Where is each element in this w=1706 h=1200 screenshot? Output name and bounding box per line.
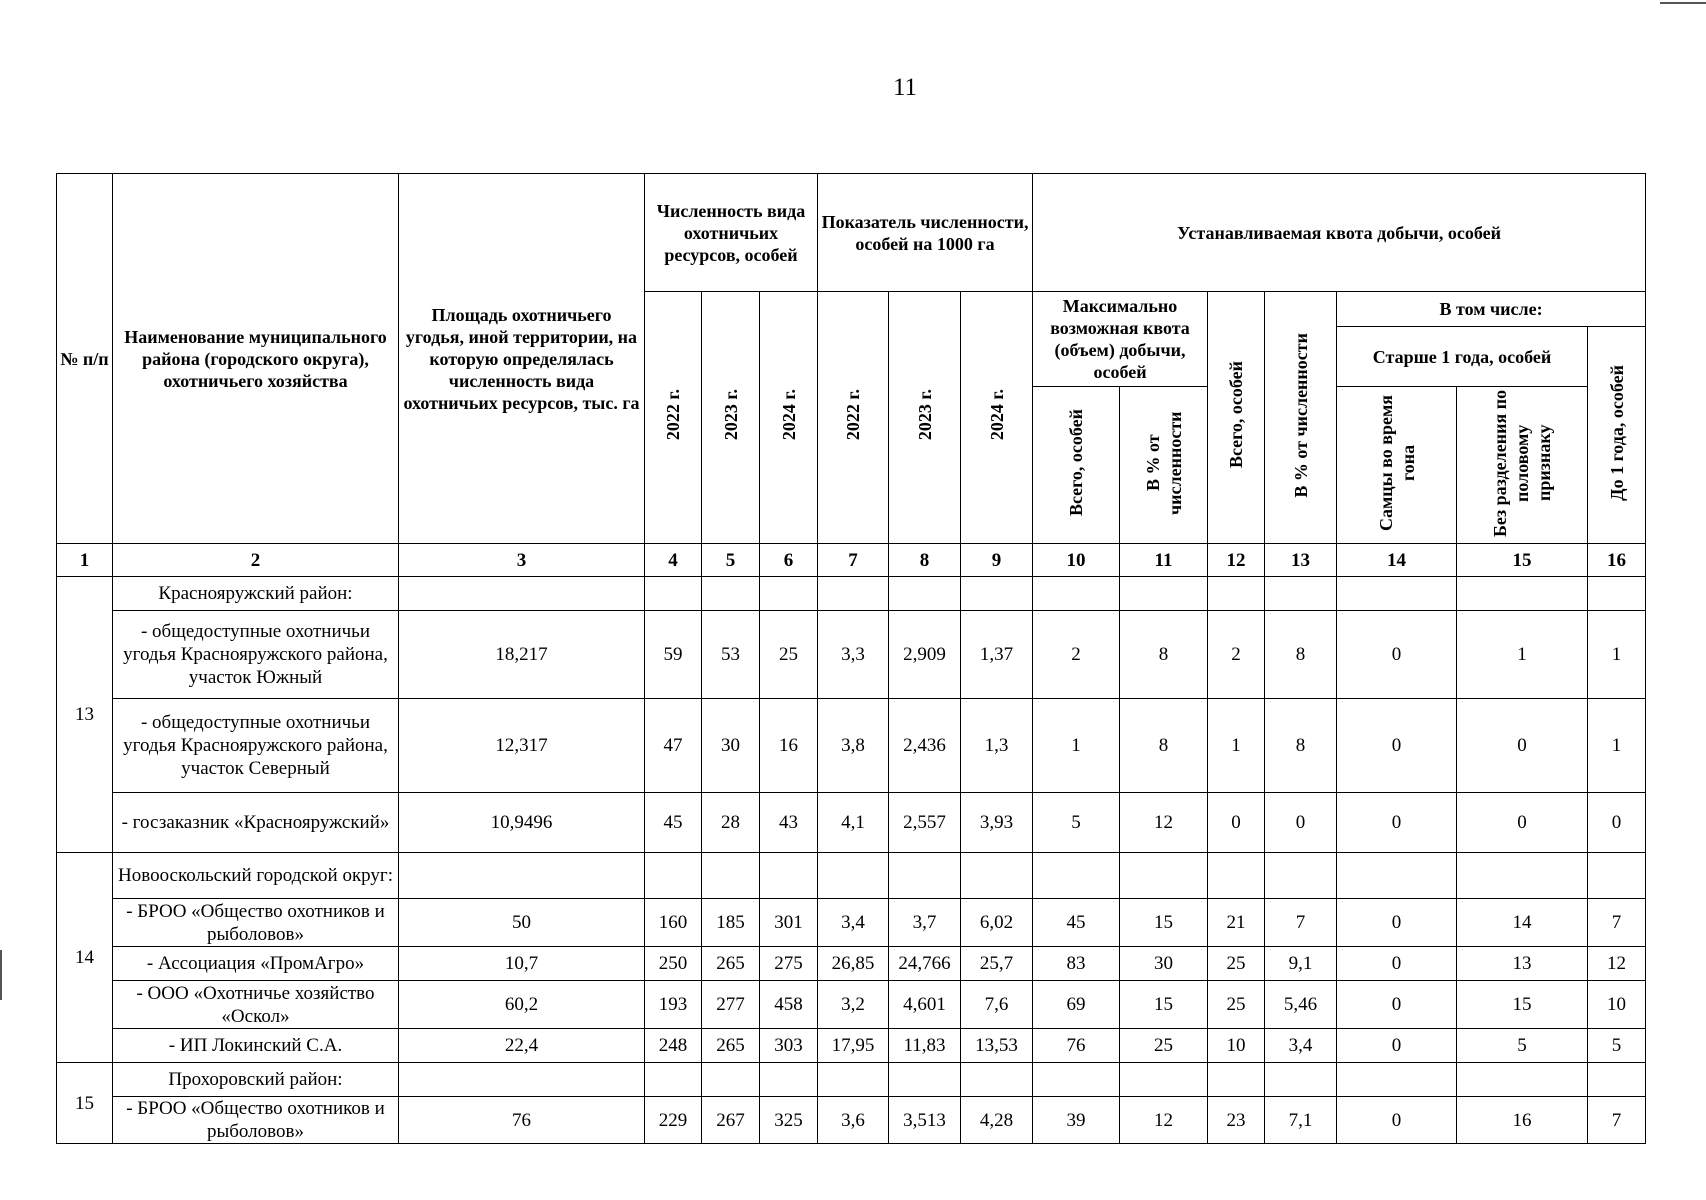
table-cell: 0 <box>1265 793 1337 853</box>
table-cell: 0 <box>1337 981 1457 1029</box>
table-cell: 15 <box>1457 981 1588 1029</box>
table-cell: 3,3 <box>818 611 889 699</box>
row-name: - Ассоциация «ПромАгро» <box>113 947 399 981</box>
row-name: - общедоступные охотничьи угодья Краснояружского района, участок Южный <box>113 611 399 699</box>
table-cell: 301 <box>760 899 818 947</box>
table-cell: 1 <box>1208 699 1265 793</box>
table-cell: 160 <box>645 899 702 947</box>
table-cell: 13 <box>1457 947 1588 981</box>
empty-cell <box>889 577 961 611</box>
empty-cell <box>1265 577 1337 611</box>
column-numbers-row <box>57 544 1646 577</box>
empty-cell <box>1208 853 1265 899</box>
empty-cell <box>760 577 818 611</box>
table-cell: 265 <box>702 1029 760 1063</box>
table-cell: 3,8 <box>818 699 889 793</box>
table-cell: 7,1 <box>1265 1097 1337 1144</box>
table-cell: 30 <box>702 699 760 793</box>
table-cell: 50 <box>399 899 645 947</box>
table-cell: 3,513 <box>889 1097 961 1144</box>
table-body <box>57 544 1646 1144</box>
table-cell: 325 <box>760 1097 818 1144</box>
table-cell: 0 <box>1337 793 1457 853</box>
table-cell: 3,6 <box>818 1097 889 1144</box>
header-quota-group: Устанавливаемая квота добычи, особей <box>1033 174 1646 292</box>
empty-cell <box>1337 853 1457 899</box>
top-edge-mark <box>1660 2 1706 4</box>
table-cell: 2 <box>1033 611 1120 699</box>
empty-cell <box>702 1063 760 1097</box>
section-title-row <box>57 853 1646 899</box>
empty-cell <box>889 1063 961 1097</box>
column-number: 4 <box>645 544 702 577</box>
table-cell: 458 <box>760 981 818 1029</box>
table-cell: 25 <box>1120 1029 1208 1063</box>
empty-cell <box>1337 577 1457 611</box>
empty-cell <box>1265 853 1337 899</box>
table-cell: 250 <box>645 947 702 981</box>
table-cell: 53 <box>702 611 760 699</box>
table-cell: 10,7 <box>399 947 645 981</box>
empty-cell <box>702 853 760 899</box>
table-cell: 69 <box>1033 981 1120 1029</box>
table-cell: 7 <box>1588 899 1646 947</box>
row-name: - госзаказник «Краснояружский» <box>113 793 399 853</box>
table-cell: 47 <box>645 699 702 793</box>
row-name: - ООО «Охотничье хозяйство «Оскол» <box>113 981 399 1029</box>
empty-cell <box>399 853 645 899</box>
table-cell: 59 <box>645 611 702 699</box>
table-cell: 16 <box>760 699 818 793</box>
empty-cell <box>760 853 818 899</box>
empty-cell <box>645 853 702 899</box>
table-cell: 8 <box>1120 699 1208 793</box>
header-max-quota: Максимально возможная квота (объем) добычи, особей <box>1033 292 1208 387</box>
table-cell: 193 <box>645 981 702 1029</box>
table-cell: 26,85 <box>818 947 889 981</box>
table-cell: 2 <box>1208 611 1265 699</box>
table-cell: 4,1 <box>818 793 889 853</box>
table-cell: 24,766 <box>889 947 961 981</box>
table-cell: 2,436 <box>889 699 961 793</box>
header-males: Самцы во время гона <box>1337 387 1457 544</box>
table-cell: 14 <box>1457 899 1588 947</box>
column-number: 12 <box>1208 544 1265 577</box>
empty-cell <box>818 577 889 611</box>
table-row <box>57 981 1646 1029</box>
section-title: Краснояружский район: <box>113 577 399 611</box>
column-number: 11 <box>1120 544 1208 577</box>
empty-cell <box>1120 853 1208 899</box>
header-older: Старше 1 года, особей <box>1337 327 1588 387</box>
table-cell: 28 <box>702 793 760 853</box>
table-cell: 76 <box>399 1097 645 1144</box>
table-cell: 1 <box>1457 611 1588 699</box>
table-cell: 5 <box>1033 793 1120 853</box>
table-cell: 76 <box>1033 1029 1120 1063</box>
table-cell: 43 <box>760 793 818 853</box>
table-cell: 23 <box>1208 1097 1265 1144</box>
column-number: 3 <box>399 544 645 577</box>
empty-cell <box>645 1063 702 1097</box>
empty-cell <box>1120 1063 1208 1097</box>
header-density-group: Показатель численности, особей на 1000 га <box>818 174 1033 292</box>
table-cell: 0 <box>1337 899 1457 947</box>
table-cell: 12,317 <box>399 699 645 793</box>
empty-cell <box>1033 1063 1120 1097</box>
table-cell: 275 <box>760 947 818 981</box>
header-year-2022-count: 2022 г. <box>645 292 702 544</box>
empty-cell <box>1457 1063 1588 1097</box>
table-row <box>57 793 1646 853</box>
header-under-one: До 1 года, особей <box>1588 327 1646 544</box>
table-cell: 11,83 <box>889 1029 961 1063</box>
empty-cell <box>1208 577 1265 611</box>
empty-cell <box>1120 577 1208 611</box>
table-cell: 9,1 <box>1265 947 1337 981</box>
table-cell: 4,28 <box>961 1097 1033 1144</box>
row-name: - общедоступные охотничьи угодья Краснояружского района, участок Северный <box>113 699 399 793</box>
table-cell: 0 <box>1337 1097 1457 1144</box>
empty-cell <box>645 577 702 611</box>
table-cell: 0 <box>1337 611 1457 699</box>
section-title-row <box>57 1063 1646 1097</box>
header-max-pct: В % от численности <box>1120 387 1208 544</box>
empty-cell <box>889 853 961 899</box>
empty-cell <box>1588 853 1646 899</box>
column-number: 10 <box>1033 544 1120 577</box>
empty-cell <box>1033 577 1120 611</box>
table-cell: 267 <box>702 1097 760 1144</box>
table-cell: 6,02 <box>961 899 1033 947</box>
empty-cell <box>1588 577 1646 611</box>
table-cell: 10 <box>1588 981 1646 1029</box>
header-no-sex: Без разделения по половому признаку <box>1457 387 1588 544</box>
table-cell: 8 <box>1120 611 1208 699</box>
table-cell: 18,217 <box>399 611 645 699</box>
column-number: 16 <box>1588 544 1646 577</box>
table-cell: 2,557 <box>889 793 961 853</box>
table-cell: 16 <box>1457 1097 1588 1144</box>
table-cell: 5 <box>1457 1029 1588 1063</box>
table-cell: 45 <box>645 793 702 853</box>
column-number: 9 <box>961 544 1033 577</box>
empty-cell <box>399 1063 645 1097</box>
table-row <box>57 699 1646 793</box>
table-cell: 45 <box>1033 899 1120 947</box>
empty-cell <box>961 577 1033 611</box>
table-cell: 277 <box>702 981 760 1029</box>
empty-cell <box>818 853 889 899</box>
empty-cell <box>1588 1063 1646 1097</box>
row-name: - БРОО «Общество охотников и рыболовов» <box>113 1097 399 1144</box>
table-cell: 5,46 <box>1265 981 1337 1029</box>
section-title-row <box>57 577 1646 611</box>
header-count-group: Численность вида охотничьих ресурсов, особей <box>645 174 818 292</box>
section-number: 13 <box>57 577 113 853</box>
section-number: 15 <box>57 1063 113 1144</box>
table-cell: 10,9496 <box>399 793 645 853</box>
column-number: 13 <box>1265 544 1337 577</box>
empty-cell <box>1208 1063 1265 1097</box>
empty-cell <box>1265 1063 1337 1097</box>
table-cell: 3,4 <box>818 899 889 947</box>
table-cell: 15 <box>1120 899 1208 947</box>
page-number: 11 <box>892 74 918 101</box>
table-cell: 7 <box>1265 899 1337 947</box>
table-cell: 12 <box>1120 1097 1208 1144</box>
header-year-2023-density: 2023 г. <box>889 292 961 544</box>
empty-cell <box>1033 853 1120 899</box>
table-cell: 30 <box>1120 947 1208 981</box>
table-cell: 1 <box>1033 699 1120 793</box>
table-cell: 5 <box>1588 1029 1646 1063</box>
table-cell: 0 <box>1337 947 1457 981</box>
table-cell: 12 <box>1588 947 1646 981</box>
table-cell: 25 <box>760 611 818 699</box>
empty-cell <box>961 1063 1033 1097</box>
table-cell: 12 <box>1120 793 1208 853</box>
empty-cell <box>399 577 645 611</box>
table-cell: 25,7 <box>961 947 1033 981</box>
empty-cell <box>1457 577 1588 611</box>
table-cell: 2,909 <box>889 611 961 699</box>
empty-cell <box>760 1063 818 1097</box>
column-number: 8 <box>889 544 961 577</box>
header-pct-total: В % от численности <box>1265 292 1337 544</box>
table-cell: 0 <box>1457 793 1588 853</box>
table-cell: 17,95 <box>818 1029 889 1063</box>
table-row <box>57 947 1646 981</box>
table-row <box>57 1029 1646 1063</box>
header-year-2022-density: 2022 г. <box>818 292 889 544</box>
header-year-2024-count: 2024 г. <box>760 292 818 544</box>
header-year-2023-count: 2023 г. <box>702 292 760 544</box>
table-cell: 0 <box>1208 793 1265 853</box>
empty-cell <box>702 577 760 611</box>
section-title: Прохоровский район: <box>113 1063 399 1097</box>
column-number: 15 <box>1457 544 1588 577</box>
column-number: 6 <box>760 544 818 577</box>
table-cell: 1 <box>1588 699 1646 793</box>
header-num: № п/п <box>57 174 113 544</box>
table-cell: 248 <box>645 1029 702 1063</box>
table-cell: 39 <box>1033 1097 1120 1144</box>
header-total: Всего, особей <box>1208 292 1265 544</box>
header-area: Площадь охотничьего угодья, иной территории, на которую определялась численность вида охотничьих ресурсов, тыс. га <box>399 174 645 544</box>
table-cell: 185 <box>702 899 760 947</box>
empty-cell <box>961 853 1033 899</box>
header-year-2024-density: 2024 г. <box>961 292 1033 544</box>
table-cell: 0 <box>1457 699 1588 793</box>
table-cell: 1 <box>1588 611 1646 699</box>
column-number: 2 <box>113 544 399 577</box>
table-cell: 22,4 <box>399 1029 645 1063</box>
table-cell: 8 <box>1265 699 1337 793</box>
empty-cell <box>1457 853 1588 899</box>
table-cell: 0 <box>1337 1029 1457 1063</box>
empty-cell <box>1337 1063 1457 1097</box>
table-cell: 25 <box>1208 981 1265 1029</box>
table-cell: 1,3 <box>961 699 1033 793</box>
table-cell: 83 <box>1033 947 1120 981</box>
table-cell: 15 <box>1120 981 1208 1029</box>
table-cell: 3,93 <box>961 793 1033 853</box>
table-cell: 3,7 <box>889 899 961 947</box>
table-row <box>57 899 1646 947</box>
table-cell: 7 <box>1588 1097 1646 1144</box>
empty-cell <box>818 1063 889 1097</box>
table-cell: 25 <box>1208 947 1265 981</box>
table-cell: 8 <box>1265 611 1337 699</box>
section-title: Новооскольский городской округ: <box>113 853 399 899</box>
table-cell: 21 <box>1208 899 1265 947</box>
column-number: 14 <box>1337 544 1457 577</box>
section-number: 14 <box>57 853 113 1063</box>
header-including: В том числе: <box>1337 292 1646 327</box>
header-max-total: Всего, особей <box>1033 387 1120 544</box>
column-number: 1 <box>57 544 113 577</box>
row-name: - БРОО «Общество охотников и рыболовов» <box>113 899 399 947</box>
row-name: - ИП Локинский С.А. <box>113 1029 399 1063</box>
column-number: 5 <box>702 544 760 577</box>
table-row <box>57 1097 1646 1144</box>
table-cell: 303 <box>760 1029 818 1063</box>
table-cell: 1,37 <box>961 611 1033 699</box>
table-cell: 60,2 <box>399 981 645 1029</box>
table-cell: 3,4 <box>1265 1029 1337 1063</box>
header-name: Наименование муниципального района (городского округа), охотничьего хозяйства <box>113 174 399 544</box>
quota-table <box>56 173 1646 1144</box>
table-cell: 3,2 <box>818 981 889 1029</box>
column-number: 7 <box>818 544 889 577</box>
table-row <box>57 611 1646 699</box>
table-cell: 13,53 <box>961 1029 1033 1063</box>
table-cell: 0 <box>1337 699 1457 793</box>
table-cell: 7,6 <box>961 981 1033 1029</box>
table-cell: 0 <box>1588 793 1646 853</box>
left-edge-mark <box>0 950 2 1000</box>
table-cell: 265 <box>702 947 760 981</box>
table-header <box>57 174 1646 544</box>
table-cell: 229 <box>645 1097 702 1144</box>
table-cell: 10 <box>1208 1029 1265 1063</box>
table-cell: 4,601 <box>889 981 961 1029</box>
